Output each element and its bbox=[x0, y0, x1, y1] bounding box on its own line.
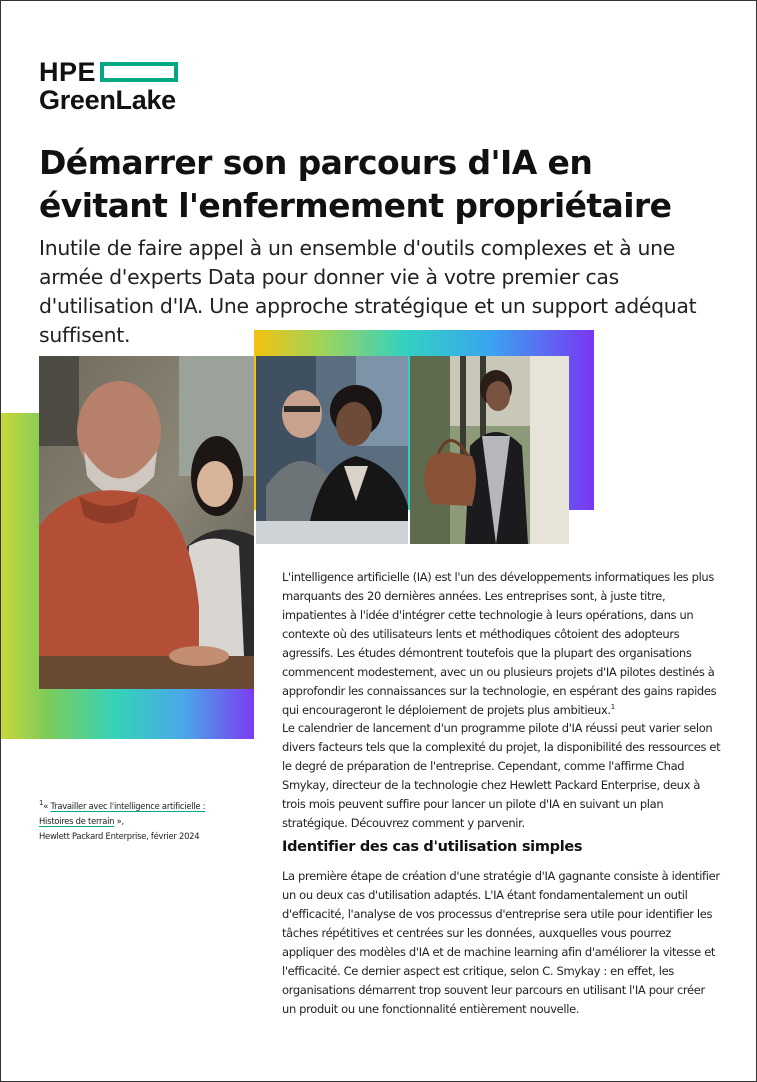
photo-meeting-man-woman bbox=[39, 356, 254, 689]
footnote-ref-1: 1 bbox=[610, 703, 615, 712]
body-paragraph-3: La première étape de création d'une stratégie d'IA gagnante consiste à identifier un ou deux cas d'utilisation adaptés. L'IA étant fondamentalement un outil d'efficacité, l'analyse de vos processus d'entreprise sera utile pour identifier les tâches répétitives et centrées sur les données, auxquelles vous pourrez appliquer des modèles d'IA et de machine learning afin d'améliorer la vitesse et l'efficacité. Ce dernier aspect est critique, selon C. Smykay : en effet, les organisations démarrent trop souvent leur parcours en utilisant l'IA pour créer un produit ou une fonctionnalité entièrement nouvelle. bbox=[282, 869, 720, 1016]
hpe-greenlake-logo bbox=[39, 59, 178, 115]
logo-hpe-text: HPE bbox=[39, 57, 97, 87]
logo-green-rectangle-icon bbox=[100, 62, 178, 82]
body-paragraph-1 bbox=[282, 568, 722, 720]
body-paragraph-2: Le calendrier de lancement d'un programme pilote d'IA réussi peut varier selon divers facteurs tels que la complexité du projet, la disponibilité des ressources et le degré de préparation de l'entreprise. Cependant, comme l'affirme Chad Smykay, directeur de la technologie chez Hewlett Packard Enterprise, deux à trois mois peuvent suffire pour lancer un pilote d'IA en suivant un plan stratégique. Découvrez comment y parvenir. bbox=[282, 721, 721, 830]
photo-meeting-woman-speaking bbox=[256, 356, 408, 544]
page-title: Démarrer son parcours d'IA en évitant l'enfermement propriétaire bbox=[39, 143, 672, 225]
footnote-open-quote: « bbox=[43, 801, 51, 811]
section-heading: Identifier des cas d'utilisation simples bbox=[282, 839, 583, 855]
footnote-marker: 1 bbox=[39, 799, 44, 808]
page-subtitle: Inutile de faire appel à un ensemble d'outils complexes et à une armée d'experts Data pour donner vie à votre premier cas d'utilisation d'IA. Une approche stratégique et un support adéquat suffisent. bbox=[39, 236, 697, 347]
footnote-link[interactable]: Travailler avec l'intelligence artificielle : Histoires de terrain bbox=[39, 801, 206, 826]
logo-greenlake-text: GreenLake bbox=[39, 85, 176, 115]
footnote bbox=[39, 799, 229, 844]
body-paragraph-1-text: L'intelligence artificielle (IA) est l'un des développements informatiques les plus marquants des 20 dernières années. Les entreprises sont, à juste titre, impatientes à l'idée d'intégrer cette technologie à leurs opérations, dans un contexte où des utilisateurs lents et méthodiques côtoient des adopteurs agressifs. Les études démontrent toutefois que la plupart des organisations commencent modestement, avec un ou plusieurs projets d'IA pilotes destinés à approfondir les connaissances sur la technologie, en espérant des gains rapides qui encourageront le déploiement de projets plus ambitieux. bbox=[282, 570, 717, 717]
footnote-close-quote: », bbox=[114, 816, 124, 826]
footnote-source: Hewlett Packard Enterprise, février 2024 bbox=[39, 831, 200, 841]
photo-woman-walking-bag bbox=[410, 356, 569, 544]
